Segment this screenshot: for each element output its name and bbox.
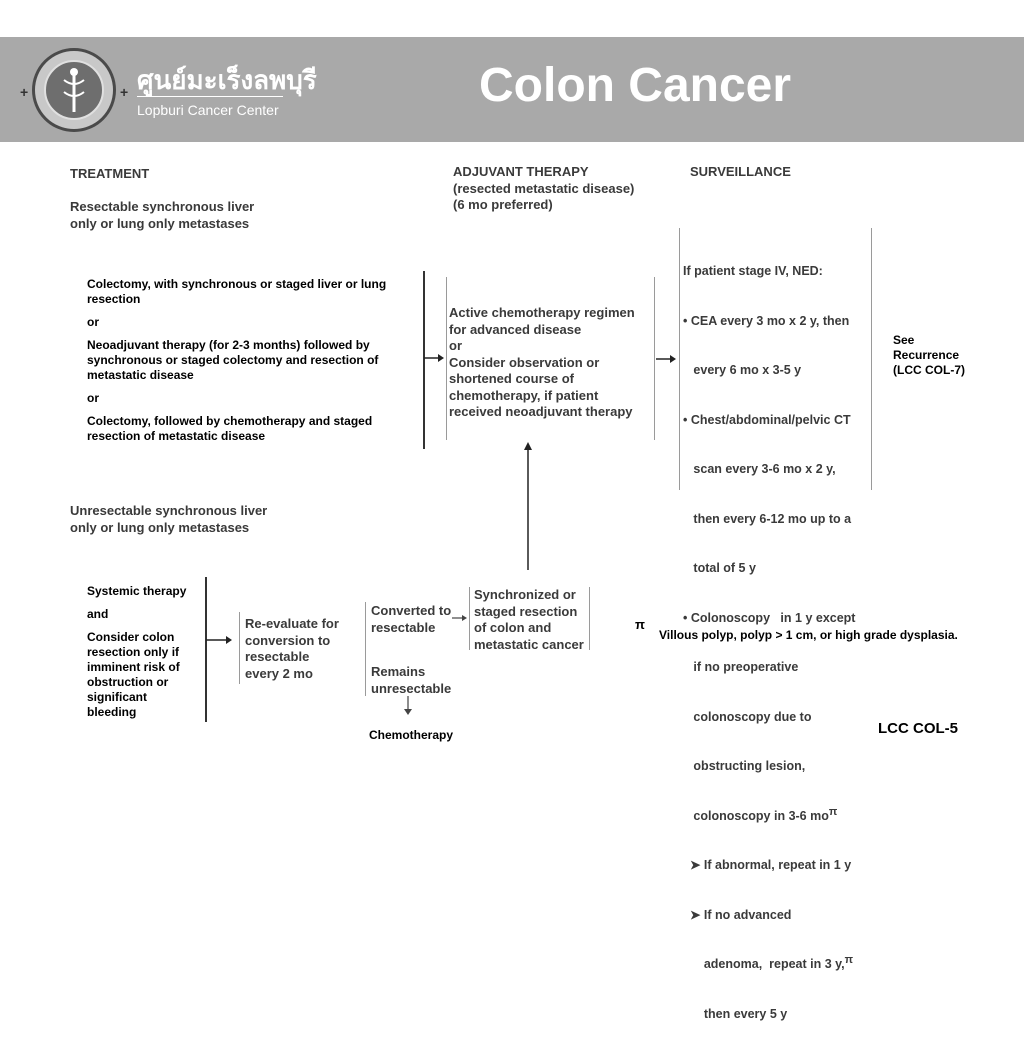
- logo-seal-icon: [44, 60, 104, 120]
- option-connector: or: [87, 391, 99, 405]
- remains-line: Remains: [371, 664, 426, 679]
- logo-plus-left-icon: +: [20, 84, 29, 100]
- converted-label: [371, 603, 451, 636]
- surveillance-line: [683, 953, 855, 973]
- adjuvant-line: Consider observation or: [449, 354, 600, 370]
- caduceus-icon: [46, 62, 102, 118]
- surveillance-line: ➤ If no advanced: [683, 907, 792, 922]
- unresectable-bracket: [205, 577, 207, 722]
- unresectable-options: [87, 584, 199, 728]
- reevaluate-line: every 2 mo: [245, 665, 313, 681]
- surveillance-line: colonoscopy due to: [683, 709, 812, 724]
- surveillance-line: [683, 805, 855, 825]
- unresectable-heading: [70, 503, 267, 536]
- org-divider: [137, 96, 283, 97]
- adjuvant-heading-line: ADJUVANT THERAPY: [453, 164, 589, 179]
- adjuvant-line: received neoadjuvant therapy: [449, 404, 633, 419]
- page-title: Colon Cancer: [479, 59, 792, 112]
- converted-line: Converted to: [371, 603, 452, 618]
- adjuvant-line: Active chemotherapy regimen: [449, 305, 635, 320]
- option-connector: and: [87, 607, 109, 621]
- arrow-right-icon: [424, 352, 444, 364]
- converted-line: resectable: [371, 619, 436, 635]
- surveillance-line: • Colonoscopy in 1 y except: [683, 610, 856, 625]
- resectable-option: Colectomy, with synchronous or staged liver or lung resection: [87, 277, 387, 306]
- resectable-heading-line: Resectable synchronous liver: [70, 199, 255, 214]
- logo-plus-right-icon: +: [120, 84, 129, 100]
- surveillance-line: total of 5 y: [683, 561, 756, 575]
- pi-footnote-marker: π: [828, 805, 838, 818]
- resectable-heading-line: only or lung only metastases: [70, 215, 250, 231]
- synchronized-box-right-border: [589, 587, 590, 650]
- surveillance-line: If patient stage IV, NED:: [683, 264, 823, 278]
- adjuvant-line: chemotherapy, if patient: [449, 387, 599, 403]
- arrow-up-icon: [522, 440, 534, 570]
- treatment-heading: TREATMENT: [70, 166, 150, 181]
- synchronized-line: of colon and: [474, 620, 552, 635]
- unresectable-heading-line: Unresectable synchronous liver: [70, 503, 268, 518]
- remains-line: unresectable: [371, 680, 452, 696]
- adjuvant-line: shortened course of: [449, 371, 574, 386]
- footnote-text: Villous polyp, polyp > 1 cm, or high grade dysplasia.: [659, 628, 958, 642]
- surveillance-line: every 6 mo x 3-5 y: [683, 363, 802, 377]
- arrow-right-icon: [206, 634, 232, 646]
- surveillance-line-text: colonoscopy in 3-6 mo: [683, 808, 829, 823]
- reevaluate-box-left-border: [239, 612, 240, 684]
- arrow-right-icon: [452, 613, 468, 623]
- org-name-thai: ศูนย์มะเร็งลพบุรี: [137, 65, 317, 95]
- adjuvant-heading: [453, 164, 634, 214]
- surveillance-line: then every 6-12 mo up to a: [683, 511, 852, 526]
- chemotherapy-label: Chemotherapy: [369, 728, 454, 742]
- surveillance-box-left-border: [679, 228, 680, 490]
- footnote-marker: π: [635, 617, 645, 632]
- reevaluate-line: Re-evaluate for: [245, 616, 339, 631]
- unresectable-heading-line: only or lung only metastases: [70, 519, 250, 535]
- synchronized-line: staged resection: [474, 603, 578, 619]
- see-recurrence-line: See: [893, 333, 915, 347]
- adjuvant-box-left-border: [446, 277, 447, 440]
- resectable-options: [87, 277, 417, 452]
- reevaluate-line: resectable: [245, 649, 310, 664]
- option-connector: or: [87, 315, 99, 329]
- surveillance-line: ➤ If abnormal, repeat in 1 y: [683, 858, 852, 872]
- surveillance-line: scan every 3-6 mo x 2 y,: [683, 462, 836, 476]
- adjuvant-line: or: [449, 338, 462, 353]
- surveillance-line-text: adenoma, repeat in 3 y,: [683, 957, 845, 971]
- resectable-option: Colectomy, followed by chemotherapy and staged resection of metastatic disease: [87, 414, 373, 443]
- org-name-english: Lopburi Cancer Center: [137, 102, 279, 118]
- surveillance-line: • CEA every 3 mo x 2 y, then: [683, 313, 850, 328]
- adjuvant-line: for advanced disease: [449, 321, 582, 337]
- surveillance-line: then every 5 y: [683, 1006, 788, 1021]
- surveillance-line: obstructing lesion,: [683, 759, 806, 773]
- adjuvant-heading-line: (6 mo preferred): [453, 197, 553, 212]
- unresectable-option: Consider colon resection only if imminent risk of obstruction or significant bleeding: [87, 630, 180, 719]
- synchronized-line: metastatic cancer: [474, 636, 584, 652]
- pi-footnote-marker: π: [844, 953, 854, 966]
- remains-label: [371, 664, 451, 697]
- adjuvant-box-right-border: [654, 277, 655, 440]
- reevaluate-box: [245, 616, 339, 682]
- see-recurrence-line: (LCC COL-7): [893, 363, 965, 377]
- reevaluate-line: conversion to: [245, 632, 331, 648]
- adjuvant-heading-line: (resected metastatic disease): [453, 180, 635, 196]
- synchronized-line: Synchronized or: [474, 587, 576, 602]
- adjuvant-box: [449, 305, 635, 421]
- arrow-right-icon: [656, 353, 676, 365]
- surveillance-box-right-border: [871, 228, 872, 490]
- arrow-down-icon: [402, 696, 414, 716]
- surveillance-heading: SURVEILLANCE: [690, 164, 791, 179]
- see-recurrence-line: Recurrence: [893, 348, 960, 362]
- surveillance-line: • Chest/abdominal/pelvic CT: [683, 412, 851, 427]
- branch-bracket: [365, 602, 366, 696]
- see-recurrence-link[interactable]: [893, 333, 965, 378]
- unresectable-option: Systemic therapy: [87, 584, 187, 598]
- synchronized-box-left-border: [469, 587, 470, 650]
- synchronized-box: [474, 587, 584, 653]
- resectable-heading: [70, 199, 254, 232]
- surveillance-line: if no preoperative: [683, 660, 799, 674]
- resectable-option: Neoadjuvant therapy (for 2-3 months) followed by synchronous or staged colectomy and resection of metastatic disease: [87, 338, 379, 382]
- page-code: LCC COL-5: [878, 720, 958, 737]
